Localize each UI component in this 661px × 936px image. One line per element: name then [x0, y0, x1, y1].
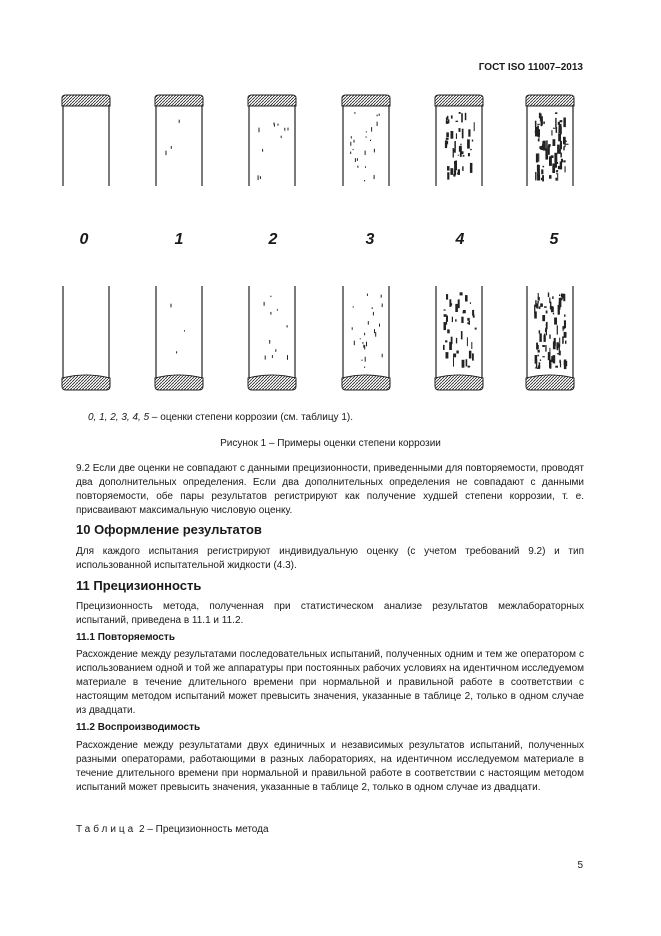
corrosion-spot	[366, 342, 367, 347]
corrosion-spot	[556, 127, 558, 133]
corrosion-spot	[277, 309, 278, 311]
corrosion-spot	[357, 166, 358, 168]
corrosion-spot	[270, 296, 271, 297]
corrosion-spot	[549, 175, 552, 179]
specimen-cap	[435, 95, 483, 106]
corrosion-spot	[367, 294, 368, 296]
corrosion-spot	[562, 326, 564, 329]
corrosion-spot	[538, 350, 540, 353]
corrosion-spot	[534, 305, 535, 314]
corrosion-spot	[456, 121, 459, 122]
corrosion-spot	[166, 151, 167, 156]
corrosion-spot	[558, 166, 561, 169]
corrosion-spot	[546, 140, 548, 148]
corrosion-spot	[447, 329, 450, 333]
specimen-bottom-0	[60, 286, 108, 396]
corrosion-spot	[540, 303, 543, 307]
corrosion-spot	[563, 146, 564, 150]
corrosion-spot	[374, 175, 375, 177]
corrosion-spot	[449, 299, 451, 307]
corrosion-spot	[542, 141, 545, 150]
corrosion-spot	[463, 155, 465, 157]
corrosion-spot	[537, 301, 538, 303]
corrosion-spot	[455, 319, 457, 321]
section-11-title: 11 Прецизионность	[76, 578, 202, 593]
corrosion-spot	[544, 335, 546, 342]
corrosion-spot	[542, 345, 545, 347]
corrosion-spot	[539, 330, 541, 333]
corrosion-spot	[366, 136, 367, 137]
specimen-bottom-4	[433, 286, 481, 396]
corrosion-spot	[171, 304, 172, 308]
corrosion-spot	[466, 359, 468, 366]
corrosion-spot	[374, 329, 375, 333]
specimen-body	[249, 286, 295, 378]
corrosion-spot	[545, 345, 546, 352]
corrosion-spot	[458, 299, 460, 308]
grade-label: 4	[455, 231, 465, 248]
corrosion-spot	[565, 138, 566, 147]
table-title: 2 – Прецизионность метода	[136, 824, 269, 835]
corrosion-spot	[535, 121, 537, 128]
corrosion-spot	[450, 168, 453, 175]
corrosion-spot	[360, 338, 361, 339]
corrosion-spot	[454, 141, 456, 149]
corrosion-spot	[179, 120, 180, 123]
page-number: 5	[577, 860, 583, 871]
specimen-body	[63, 106, 109, 186]
specimen-cap	[248, 95, 296, 106]
corrosion-spot	[564, 314, 565, 316]
corrosion-spot	[444, 322, 446, 330]
corrosion-spot	[274, 122, 275, 124]
corrosion-spot	[563, 118, 566, 128]
corrosion-spot	[184, 330, 185, 331]
section-10-body	[76, 545, 584, 573]
corrosion-spot	[465, 113, 467, 120]
corrosion-spot	[538, 153, 539, 161]
corrosion-spot	[556, 173, 557, 174]
paragraph-9-2	[76, 462, 584, 518]
specimen-cap	[435, 375, 483, 390]
corrosion-spot	[563, 160, 565, 162]
corrosion-spot	[462, 166, 463, 171]
corrosion-spot	[535, 300, 536, 307]
corrosion-spot	[354, 140, 355, 143]
corrosion-spot	[560, 141, 562, 149]
corrosion-spot	[353, 306, 354, 307]
corrosion-spot	[351, 136, 352, 138]
corrosion-spot	[554, 318, 557, 325]
corrosion-spot	[548, 293, 549, 298]
corrosion-spot	[555, 112, 557, 114]
corrosion-spot	[558, 122, 560, 125]
corrosion-spot	[460, 292, 463, 295]
specimen-cap	[155, 95, 203, 106]
corrosion-spot	[536, 359, 537, 368]
corrosion-spot	[539, 306, 541, 309]
corrosion-spot	[459, 146, 462, 152]
corrosion-spot	[536, 154, 538, 163]
specimen-cap	[526, 95, 574, 106]
corrosion-spot	[460, 144, 461, 146]
corrosion-spot	[448, 119, 450, 123]
section-11-2-title: 11.2 Воспроизводимость	[76, 722, 201, 733]
corrosion-spot	[468, 129, 470, 136]
corrosion-spot	[535, 127, 538, 136]
corrosion-spot	[560, 298, 563, 301]
corrosion-spot	[453, 357, 454, 366]
corrosion-spot	[548, 352, 551, 360]
corrosion-spot	[451, 115, 453, 118]
corrosion-spot	[176, 351, 177, 353]
corrosion-spot	[471, 342, 472, 349]
corrosion-spot	[475, 328, 477, 330]
corrosion-spot	[461, 331, 463, 339]
corrosion-spot	[565, 166, 566, 172]
corrosion-spot	[559, 351, 561, 356]
corrosion-spot	[543, 122, 545, 124]
corrosion-spot	[551, 155, 554, 158]
corrosion-spot	[357, 158, 358, 161]
corrosion-spot	[352, 327, 353, 330]
corrosion-spot	[264, 302, 265, 306]
corrosion-spot	[364, 333, 365, 336]
corrosion-spot	[350, 142, 351, 146]
corrosion-spot	[564, 361, 565, 366]
corrosion-spot	[546, 153, 547, 156]
corrosion-spot	[171, 146, 172, 149]
corrosion-figure	[0, 0, 661, 420]
corrosion-spot	[258, 175, 259, 180]
specimen-bottom-5	[524, 286, 572, 396]
corrosion-spot	[541, 169, 543, 174]
corrosion-spot	[288, 128, 289, 131]
section-11-1-text: Расхождение между результатами последовательных испытаний, полученных одним и тем же оператором с использованием одной и той же аппаратуры при постоянных рабочих условиях на идентичном исследуемом материале в течение длительного времени при нормальной и правильной работе в соответствии с настоящим методом испытаний может превысить значения, указанные в таблице 2, только в одном случае из двадцати.	[76, 649, 584, 716]
section-10-text: Для каждого испытания регистрируют индивидуальную оценку (с учетом требований 9.2) и тип использованной испытательной жидкости (4.3).	[76, 546, 584, 571]
corrosion-spot	[443, 345, 445, 350]
corrosion-spot	[558, 134, 561, 141]
corrosion-spot	[557, 173, 558, 180]
corrosion-spot	[559, 294, 560, 296]
corrosion-spot	[461, 113, 463, 122]
corrosion-spot	[549, 335, 550, 339]
corrosion-spot	[561, 159, 563, 163]
corrosion-spot	[456, 338, 457, 344]
corrosion-spot	[557, 353, 560, 354]
corrosion-spot	[453, 148, 454, 158]
corrosion-spot	[472, 140, 473, 142]
corrosion-spot	[353, 149, 354, 150]
corrosion-spot	[377, 122, 378, 126]
corrosion-spot	[558, 305, 560, 315]
corrosion-spot	[446, 316, 448, 322]
corrosion-spot	[449, 342, 452, 350]
specimen-top-1	[153, 94, 201, 186]
grade-label: 5	[549, 231, 559, 248]
corrosion-spot	[544, 306, 547, 308]
corrosion-spot	[373, 312, 374, 316]
corrosion-spot	[381, 295, 382, 298]
corrosion-spot	[382, 304, 383, 308]
specimen-cap	[155, 375, 203, 390]
specimen-body	[156, 286, 202, 378]
corrosion-spot	[447, 172, 449, 179]
corrosion-spot	[452, 317, 453, 322]
corrosion-spot	[262, 149, 263, 152]
corrosion-spot	[557, 325, 558, 334]
section-10-title: 10 Оформление результатов	[76, 522, 262, 537]
corrosion-spot	[355, 158, 356, 162]
corrosion-spot	[368, 321, 369, 325]
specimen-bottom-3	[340, 286, 388, 396]
corrosion-spot	[379, 114, 380, 116]
corrosion-spot	[446, 117, 447, 121]
section-11-text: Прецизионность метода, полученная при статистическом анализе результатов межлабораторных испытаний, приведена в 11.1 и 11.2.	[76, 601, 584, 626]
corrosion-spot	[470, 149, 472, 150]
corrosion-spot	[555, 118, 556, 127]
specimen-bottom-2	[246, 286, 294, 396]
corrosion-spot	[563, 337, 564, 338]
section-11-2-text: Расхождение между результатами двух единичных и независимых результатов испытаний, полученных разными операторами, работающими в разных лабораториях, на идентичном исследуемом материале в течение длительного времени при нормальной и правильной работе в соответствии с настоящим методом испытаний может превысить значения, указанные в таблице 2, только в одном случае из двадцати.	[76, 740, 584, 793]
corrosion-spot	[535, 172, 536, 181]
paragraph-9-2-text: 9.2 Если две оценки не совпадают с данными прецизионности, приведенными для повторяемости, проводят два дополнительных определения. Если два дополнительных определения не совпадают с данными повторяемости, обе пары результатов регистрируют как получение худшей степени коррозии, т. е. присваивают максимальную числовую оценку.	[76, 463, 584, 516]
corrosion-spot	[370, 140, 371, 141]
corrosion-spot	[474, 122, 475, 131]
corrosion-spot	[350, 152, 351, 154]
corrosion-spot	[259, 128, 260, 133]
corrosion-spot	[446, 132, 449, 137]
corrosion-spot	[365, 166, 366, 168]
corrosion-spot	[559, 360, 560, 364]
corrosion-spot	[469, 351, 472, 359]
corrosion-spot	[467, 318, 469, 321]
corrosion-spot	[557, 145, 560, 154]
table-label: Таблица	[76, 824, 137, 835]
corrosion-spot	[453, 354, 456, 358]
corrosion-spot	[371, 127, 372, 132]
figure-title: Рисунок 1 – Примеры оценки степени коррозии	[220, 438, 441, 449]
corrosion-spot	[362, 360, 363, 361]
corrosion-spot	[447, 166, 450, 171]
corrosion-spot	[559, 124, 562, 131]
corrosion-spot	[550, 306, 553, 309]
corrosion-spot	[559, 338, 560, 347]
corrosion-spot	[542, 175, 544, 181]
corrosion-spot	[375, 332, 376, 337]
figure-legend	[88, 412, 353, 423]
corrosion-spot	[372, 307, 373, 309]
corrosion-spot	[549, 360, 551, 368]
corrosion-spot	[542, 315, 545, 321]
legend-text: – оценки степени коррозии (см. таблицу 1).	[149, 412, 353, 423]
corrosion-spot	[462, 360, 465, 368]
corrosion-spot	[374, 149, 375, 153]
specimen-body	[156, 106, 202, 186]
corrosion-spot	[454, 149, 456, 153]
specimen-cap	[62, 375, 110, 390]
corrosion-spot	[287, 355, 288, 360]
corrosion-spot	[553, 313, 554, 315]
specimen-top-0	[60, 94, 108, 186]
corrosion-spot	[463, 311, 465, 313]
corrosion-spot	[539, 333, 541, 342]
corrosion-spot	[537, 165, 540, 174]
corrosion-spot	[364, 367, 365, 368]
specimen-body	[63, 286, 109, 378]
corrosion-spot	[565, 341, 566, 344]
corrosion-spot	[557, 345, 559, 350]
specimen-cap	[248, 375, 296, 390]
corrosion-spot	[537, 355, 539, 357]
corrosion-spot	[551, 130, 552, 135]
corrosion-spot	[539, 113, 541, 119]
corrosion-spot	[456, 351, 458, 354]
corrosion-spot	[456, 133, 457, 139]
corrosion-spot	[354, 341, 355, 346]
section-11-body	[76, 600, 584, 628]
corrosion-spot	[379, 324, 380, 327]
specimen-top-3	[340, 94, 388, 186]
corrosion-spot	[453, 174, 455, 176]
specimen-cap	[526, 375, 574, 390]
corrosion-spot	[364, 180, 365, 181]
corrosion-spot	[546, 311, 548, 314]
section-11-1-body	[76, 648, 584, 718]
corrosion-spot	[382, 354, 383, 358]
corrosion-spot	[260, 176, 261, 179]
corrosion-spot	[560, 120, 563, 122]
corrosion-spot	[458, 169, 460, 175]
grade-label: 3	[365, 231, 375, 248]
corrosion-spot	[446, 141, 448, 145]
corrosion-spot	[469, 321, 471, 325]
corrosion-spot	[269, 340, 270, 344]
corrosion-spot	[542, 356, 544, 357]
table-2-caption	[76, 824, 269, 835]
corrosion-spot	[468, 366, 471, 368]
corrosion-spot	[546, 322, 548, 329]
corrosion-spot	[543, 166, 545, 168]
corrosion-spot	[472, 310, 474, 316]
corrosion-spot	[552, 164, 555, 173]
corrosion-spot	[446, 138, 449, 140]
corrosion-spot	[552, 296, 553, 299]
corrosion-spot	[446, 294, 448, 300]
corrosion-spot	[470, 163, 473, 173]
corrosion-spot	[553, 128, 556, 129]
corrosion-spot	[537, 368, 539, 369]
specimen-body	[249, 106, 295, 186]
corrosion-spot	[455, 304, 458, 312]
corrosion-spot	[366, 131, 367, 132]
specimen-body	[343, 286, 389, 378]
corrosion-spot	[553, 139, 556, 146]
corrosion-spot	[459, 112, 461, 114]
corrosion-spot	[365, 151, 366, 156]
legend-numbers: 0, 1, 2, 3, 4, 5	[88, 412, 150, 423]
corrosion-spot	[555, 366, 558, 368]
corrosion-spot	[468, 153, 470, 156]
corrosion-spot	[467, 337, 468, 346]
corrosion-spot	[465, 297, 466, 300]
specimen-top-5	[524, 94, 572, 186]
corrosion-spot	[461, 151, 463, 154]
corrosion-spot	[461, 317, 463, 323]
specimen-cap	[342, 375, 390, 390]
corrosion-spot	[470, 302, 471, 304]
corrosion-spot	[281, 136, 282, 138]
corrosion-spot	[454, 161, 456, 171]
corrosion-spot	[566, 144, 569, 145]
corrosion-spot	[542, 116, 543, 125]
corrosion-spot	[538, 293, 539, 298]
corrosion-spot	[451, 131, 454, 139]
corrosion-spot	[444, 309, 446, 310]
corrosion-spot	[275, 349, 276, 352]
corrosion-spot	[374, 177, 375, 179]
corrosion-spot	[270, 312, 271, 315]
corrosion-spot	[540, 359, 541, 361]
document-header-code: ГОСТ ISO 11007–2013	[478, 62, 583, 73]
corrosion-spot	[537, 124, 540, 125]
corrosion-spot	[445, 340, 447, 342]
grade-label: 2	[268, 231, 278, 248]
section-11-2-body	[76, 739, 584, 795]
corrosion-spot	[556, 170, 558, 172]
corrosion-spot	[354, 112, 355, 114]
corrosion-spot	[554, 338, 556, 346]
corrosion-spot	[278, 124, 279, 126]
corrosion-spot	[472, 353, 474, 360]
corrosion-spot	[287, 325, 288, 327]
corrosion-spot	[458, 155, 459, 156]
corrosion-spot	[284, 128, 285, 131]
specimen-cap	[62, 95, 110, 106]
corrosion-spot	[272, 355, 273, 358]
specimen-bottom-1	[153, 286, 201, 396]
specimen-top-4	[433, 94, 481, 186]
corrosion-spot	[459, 128, 461, 132]
corrosion-spot	[446, 352, 449, 358]
specimen-cap	[342, 95, 390, 106]
corrosion-spot	[265, 356, 266, 360]
corrosion-spot	[536, 343, 538, 350]
specimen-body	[343, 106, 389, 186]
corrosion-spot	[553, 355, 556, 363]
corrosion-spot	[548, 144, 551, 147]
corrosion-spot	[365, 357, 366, 362]
grade-label: 0	[79, 231, 89, 248]
section-11-1-title: 11.1 Повторяемость	[76, 632, 175, 643]
corrosion-spot	[556, 162, 558, 164]
corrosion-spot	[363, 345, 364, 348]
corrosion-spot	[563, 294, 565, 301]
corrosion-spot	[364, 345, 365, 350]
corrosion-spot	[462, 129, 464, 139]
corrosion-spot	[451, 303, 452, 306]
corrosion-spot	[560, 153, 562, 158]
grade-label: 1	[174, 231, 184, 248]
corrosion-spot	[377, 115, 378, 117]
corrosion-spot	[539, 134, 540, 142]
corrosion-spot	[555, 178, 557, 181]
specimen-top-2	[246, 94, 294, 186]
corrosion-spot	[467, 139, 470, 148]
corrosion-spot	[362, 342, 363, 344]
corrosion-spot	[541, 178, 542, 180]
